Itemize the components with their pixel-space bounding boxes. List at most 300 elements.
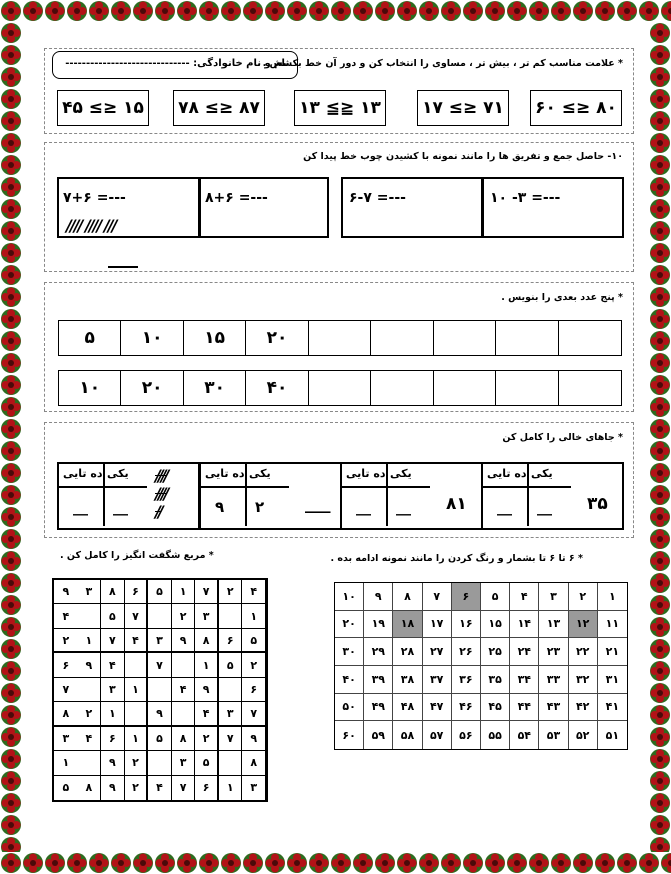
flower-icon	[649, 220, 671, 242]
sequence-cell[interactable]	[371, 321, 433, 355]
sudoku-cell: ۷	[54, 678, 78, 702]
flower-icon	[22, 852, 44, 874]
number-cell[interactable]: ۴۷	[423, 694, 452, 722]
number-cell[interactable]: ۱	[598, 583, 627, 611]
number-cell[interactable]: ۳۳	[539, 666, 568, 694]
number-cell[interactable]: ۲۹	[364, 638, 393, 666]
ones-value[interactable]: __	[113, 498, 128, 516]
sequence-cell[interactable]	[559, 371, 621, 405]
flower-icon	[110, 852, 132, 874]
sudoku-cell: ۶	[195, 776, 219, 800]
number-value[interactable]: ۳۵	[587, 494, 608, 514]
comparison-box[interactable]: ۱۳ ≦≧ ۱۳	[294, 90, 386, 126]
instruction-tally: ۱۰- حاصل جمع و تفریق ها را مانند نمونه با کشیدن چوب خط پیدا کن	[303, 151, 623, 162]
flower-icon	[649, 726, 671, 748]
number-cell[interactable]: ۲۸	[393, 638, 422, 666]
sudoku-cell: ۶	[242, 678, 266, 702]
flower-icon	[649, 66, 671, 88]
sudoku-cell[interactable]	[78, 751, 102, 775]
flower-icon	[649, 374, 671, 396]
number-cell[interactable]: ۶	[452, 583, 481, 611]
number-cell[interactable]: ۲	[569, 583, 598, 611]
flower-icon	[649, 132, 671, 154]
flower-icon	[0, 242, 22, 264]
problem-1: ---= ۳- ۱۰	[490, 190, 561, 206]
number-cell[interactable]: ۳۵	[481, 666, 510, 694]
comparison-box[interactable]: ۷۱ ≤≥ ۱۷	[417, 90, 509, 126]
sudoku-cell[interactable]	[148, 604, 172, 628]
sequence-cell: ۴۰	[246, 371, 308, 405]
number-cell[interactable]: ۲۶	[452, 638, 481, 666]
sudoku-cell[interactable]	[148, 678, 172, 702]
flower-icon	[649, 550, 671, 572]
sudoku-cell: ۵	[148, 727, 172, 751]
flower-icon	[0, 352, 22, 374]
sudoku-cell: ۱	[125, 727, 149, 751]
sudoku-cell: ۵	[242, 629, 266, 653]
number-cell[interactable]: ۴۳	[539, 694, 568, 722]
flower-icon	[649, 594, 671, 616]
flower-icon	[0, 572, 22, 594]
sudoku-cell: ۹	[101, 751, 125, 775]
number-cell[interactable]: ۱۳	[539, 611, 568, 639]
number-cell[interactable]: ۷	[423, 583, 452, 611]
sudoku-cell: ۳	[172, 751, 196, 775]
number-cell[interactable]: ۱۷	[423, 611, 452, 639]
flower-icon	[550, 0, 572, 22]
flower-icon	[418, 852, 440, 874]
ones-label: یکی	[249, 467, 271, 480]
sudoku-cell[interactable]	[219, 751, 243, 775]
flower-icon	[198, 0, 220, 22]
flower-icon	[0, 660, 22, 682]
number-cell[interactable]: ۶۰	[335, 721, 364, 749]
flower-icon	[352, 852, 374, 874]
tens-value[interactable]: __	[73, 498, 88, 516]
flower-icon	[638, 852, 660, 874]
number-cell[interactable]: ۱۰	[335, 583, 364, 611]
flower-icon	[0, 594, 22, 616]
sudoku-cell[interactable]	[125, 702, 149, 726]
sudoku-cell: ۱	[125, 678, 149, 702]
flower-icon	[649, 506, 671, 528]
flower-icon	[176, 852, 198, 874]
sudoku-cell: ۱	[195, 653, 219, 677]
sudoku-cell: ۶	[101, 727, 125, 751]
sequence-cell[interactable]	[434, 321, 496, 355]
flower-icon	[649, 330, 671, 352]
flower-icon	[242, 852, 264, 874]
flower-icon	[0, 198, 22, 220]
number-value[interactable]: ۸۱	[446, 494, 467, 514]
sudoku-cell: ۶	[125, 580, 149, 604]
sudoku-cell: ۸	[101, 580, 125, 604]
flower-icon	[0, 440, 22, 462]
number-cell[interactable]: ۲۵	[481, 638, 510, 666]
sequence-cell[interactable]	[496, 371, 558, 405]
flower-icon	[572, 0, 594, 22]
flower-icon	[594, 852, 616, 874]
flower-icon	[176, 0, 198, 22]
number-cell[interactable]: ۲۱	[598, 638, 627, 666]
number-cell[interactable]: ۴۲	[569, 694, 598, 722]
flower-icon	[88, 852, 110, 874]
sudoku-cell[interactable]	[78, 678, 102, 702]
sudoku-cell[interactable]	[78, 604, 102, 628]
sudoku-cell: ۱	[101, 702, 125, 726]
flower-icon	[649, 198, 671, 220]
flower-icon	[649, 528, 671, 550]
number-cell[interactable]: ۴۱	[598, 694, 627, 722]
flower-icon	[0, 330, 22, 352]
flower-icon	[528, 0, 550, 22]
flower-icon	[0, 726, 22, 748]
flower-icon	[286, 852, 308, 874]
flower-icon	[649, 264, 671, 286]
number-cell[interactable]: ۵۸	[393, 721, 422, 749]
sudoku-cell: ۳	[219, 702, 243, 726]
ones-value[interactable]: __	[396, 498, 411, 516]
flower-icon	[220, 852, 242, 874]
flower-icon	[649, 22, 671, 44]
number-cell[interactable]: ۲۰	[335, 611, 364, 639]
flower-icon	[649, 352, 671, 374]
sudoku-cell: ۸	[172, 727, 196, 751]
sudoku-cell: ۵	[148, 580, 172, 604]
number-chart	[334, 582, 628, 750]
sudoku-cell[interactable]	[219, 678, 243, 702]
flower-icon	[0, 792, 22, 814]
flower-icon	[220, 0, 242, 22]
flower-icon	[462, 852, 484, 874]
flower-border-top	[0, 0, 671, 22]
sudoku-cell: ۵	[62, 781, 70, 795]
flower-icon	[0, 528, 22, 550]
sudoku-cell: ۲	[125, 776, 149, 800]
number-cell[interactable]: ۱۸	[393, 611, 422, 639]
flower-icon	[649, 308, 671, 330]
flower-icon	[649, 660, 671, 682]
number-cell[interactable]: ۳۷	[423, 666, 452, 694]
sudoku-cell: ۳	[242, 776, 266, 800]
number-cell[interactable]: ۵۵	[481, 721, 510, 749]
flower-icon	[0, 550, 22, 572]
sequence-cell: ۵	[59, 321, 121, 355]
sudoku-cell: ۷	[242, 702, 266, 726]
sequence-cell: ۱۰	[121, 321, 183, 355]
sudoku-cell: ۹	[148, 702, 172, 726]
flower-border-right	[649, 22, 671, 852]
flower-icon	[264, 0, 286, 22]
number-cell[interactable]: ۲۴	[510, 638, 539, 666]
place-value-box	[340, 462, 483, 530]
number-value[interactable]: ___	[305, 494, 331, 514]
number-cell[interactable]: ۲۷	[423, 638, 452, 666]
sudoku-cell: ۲	[242, 653, 266, 677]
sudoku-cell: ۸	[54, 702, 78, 726]
sudoku-cell: ۴	[54, 604, 78, 628]
flower-icon	[88, 0, 110, 22]
sudoku-cell: ۷	[101, 629, 125, 653]
sudoku-cell: ۸	[195, 629, 219, 653]
flower-icon	[638, 0, 660, 22]
comparison-box[interactable]: ۸۷ ≤≥ ۷۸	[173, 90, 265, 126]
sudoku-cell: ۹	[78, 653, 102, 677]
sequence-cell[interactable]	[434, 371, 496, 405]
sudoku-cell: ۲	[195, 727, 219, 751]
sudoku-cell: ۷	[125, 604, 149, 628]
flower-icon	[649, 704, 671, 726]
sudoku-cell[interactable]	[148, 751, 172, 775]
number-cell[interactable]: ۳۱	[598, 666, 627, 694]
sudoku-cell: ۱	[219, 776, 243, 800]
tens-value[interactable]: ۹	[215, 498, 225, 516]
flower-icon	[44, 0, 66, 22]
tally-sample: //// //// ///	[66, 216, 116, 235]
ones-label: یکی	[531, 467, 553, 480]
number-cell[interactable]: ۱۲	[569, 611, 598, 639]
comparison-box[interactable]: ۱۵ ≤≥ ۴۵	[57, 90, 149, 126]
name-field[interactable]: نام و نام خانوادگی: ------------------------------	[52, 51, 298, 79]
sudoku-cell[interactable]	[172, 653, 196, 677]
flower-icon	[242, 0, 264, 22]
sudoku-cell: ۴	[172, 678, 196, 702]
tens-label: ده تایی	[63, 467, 103, 480]
sudoku-cell: ۱	[242, 604, 266, 628]
flower-icon	[484, 0, 506, 22]
flower-icon	[506, 0, 528, 22]
flower-icon	[0, 44, 22, 66]
sudoku-cell: ۷	[148, 653, 172, 677]
flower-border-left	[0, 22, 22, 852]
number-cell[interactable]: ۱۴	[510, 611, 539, 639]
sudoku-cell: ۴	[125, 629, 149, 653]
sudoku-cell: ۵	[219, 653, 243, 677]
flower-icon	[649, 638, 671, 660]
flower-icon	[0, 396, 22, 418]
flower-icon	[0, 638, 22, 660]
problem-4: ---= ۷+۶	[63, 190, 126, 206]
sudoku-cell: ۵	[101, 604, 125, 628]
flower-icon	[616, 0, 638, 22]
sudoku-cell[interactable]	[172, 702, 196, 726]
flower-icon	[330, 0, 352, 22]
sudoku-cell: ۴	[101, 653, 125, 677]
ones-value[interactable]: __	[537, 498, 552, 516]
tally-marks: //// //// //	[155, 466, 167, 521]
flower-icon	[0, 462, 22, 484]
place-value-box	[57, 462, 200, 530]
flower-icon	[462, 0, 484, 22]
sudoku-cell: ۴	[195, 702, 219, 726]
number-cell[interactable]: ۱۵	[481, 611, 510, 639]
number-cell[interactable]: ۳۰	[335, 638, 364, 666]
number-cell[interactable]: ۵۴	[510, 721, 539, 749]
flower-icon	[132, 852, 154, 874]
number-cell[interactable]: ۴۰	[335, 666, 364, 694]
number-cell[interactable]: ۱۹	[364, 611, 393, 639]
number-cell[interactable]: ۴۹	[364, 694, 393, 722]
flower-icon	[0, 682, 22, 704]
flower-icon	[0, 264, 22, 286]
flower-icon	[649, 484, 671, 506]
place-value-box	[481, 462, 624, 530]
flower-icon	[506, 852, 528, 874]
number-cell[interactable]: ۴۸	[393, 694, 422, 722]
flower-icon	[0, 22, 22, 44]
flower-icon	[352, 0, 374, 22]
sequence-cell[interactable]	[559, 321, 621, 355]
sudoku-cell: ۳	[54, 727, 78, 751]
flower-icon	[66, 852, 88, 874]
flower-icon	[528, 852, 550, 874]
number-cell[interactable]: ۵۲	[569, 721, 598, 749]
number-cell[interactable]: ۸	[393, 583, 422, 611]
instruction-count-by-six: * ۶ تا ۶ تا بشمار و رنگ کردن را مانند نمونه ادامه بده .	[330, 553, 583, 564]
sudoku-cell: ۴	[78, 727, 102, 751]
flower-icon	[649, 154, 671, 176]
ones-value[interactable]: ۲	[255, 498, 265, 516]
tens-value[interactable]: __	[497, 498, 512, 516]
flower-icon	[0, 814, 22, 836]
number-cell[interactable]: ۱۱	[598, 611, 627, 639]
number-cell[interactable]: ۵۳	[539, 721, 568, 749]
flower-icon	[308, 852, 330, 874]
comparison-box[interactable]: ۸۰ ≤≥ ۶۰	[530, 90, 622, 126]
number-cell[interactable]: ۵	[481, 583, 510, 611]
flower-icon	[649, 440, 671, 462]
flower-icon	[44, 852, 66, 874]
flower-icon	[22, 0, 44, 22]
sequence-cell: ۲۰	[121, 371, 183, 405]
flower-icon	[308, 0, 330, 22]
ones-label: یکی	[390, 467, 412, 480]
flower-icon	[649, 418, 671, 440]
ones-label: یکی	[107, 467, 129, 480]
flower-icon	[0, 852, 22, 874]
sudoku-cell: ۳	[101, 678, 125, 702]
sequence-cell: ۱۰	[59, 371, 121, 405]
flower-icon	[0, 308, 22, 330]
flower-icon	[440, 0, 462, 22]
flower-icon	[649, 396, 671, 418]
tens-label: ده تایی	[346, 467, 386, 480]
flower-icon	[649, 110, 671, 132]
flower-icon	[649, 176, 671, 198]
number-cell[interactable]: ۴۵	[481, 694, 510, 722]
flower-icon	[660, 852, 671, 874]
sudoku-cell: ۹	[101, 776, 125, 800]
sudoku-cell: ۵	[195, 751, 219, 775]
sudoku-cell[interactable]	[125, 653, 149, 677]
place-value-box	[199, 462, 342, 530]
sequence-cell[interactable]	[496, 321, 558, 355]
number-cell[interactable]: ۵۰	[335, 694, 364, 722]
flower-icon	[572, 852, 594, 874]
flower-icon	[0, 286, 22, 308]
number-cell[interactable]: ۲۲	[569, 638, 598, 666]
number-cell[interactable]: ۲۳	[539, 638, 568, 666]
sudoku-cell[interactable]	[219, 604, 243, 628]
tens-label: ده تایی	[205, 467, 245, 480]
number-cell[interactable]: ۴	[510, 583, 539, 611]
sudoku-cell: ۷	[219, 727, 243, 751]
tens-value[interactable]: __	[356, 498, 371, 516]
number-cell[interactable]: ۳۴	[510, 666, 539, 694]
number-cell[interactable]: ۴۴	[510, 694, 539, 722]
sequence-row-2	[58, 370, 622, 406]
number-cell[interactable]: ۳۶	[452, 666, 481, 694]
sudoku-cell: ۱	[54, 751, 78, 775]
number-cell[interactable]: ۵۱	[605, 728, 620, 742]
flower-icon	[0, 616, 22, 638]
flower-icon	[286, 0, 308, 22]
flower-icon	[594, 0, 616, 22]
sudoku-cell: ۲	[172, 604, 196, 628]
sudoku-cell: ۹	[242, 727, 266, 751]
flower-icon	[649, 462, 671, 484]
number-cell[interactable]: ۳۸	[393, 666, 422, 694]
number-cell[interactable]: ۵۹	[364, 721, 393, 749]
flower-icon	[0, 66, 22, 88]
number-cell[interactable]: ۱۶	[452, 611, 481, 639]
flower-icon	[649, 770, 671, 792]
flower-icon	[132, 0, 154, 22]
sudoku-cell: ۳	[195, 604, 219, 628]
flower-icon	[660, 0, 671, 22]
sequence-cell[interactable]	[309, 321, 371, 355]
flower-icon	[374, 852, 396, 874]
flower-icon	[154, 0, 176, 22]
flower-icon	[0, 154, 22, 176]
instruction-sudoku: * مربع شگفت انگیز را کامل کن .	[60, 550, 214, 561]
flower-icon	[0, 836, 22, 852]
instruction-compare: * علامت مناسب کم تر ، بیش تر ، مساوی را انتخاب کن و دور آن خط بکشش .	[262, 58, 623, 69]
number-cell[interactable]: ۹	[364, 583, 393, 611]
number-cell[interactable]: ۳۹	[364, 666, 393, 694]
number-cell[interactable]: ۵۶	[452, 721, 481, 749]
number-cell[interactable]: ۴۶	[452, 694, 481, 722]
tens-label: ده تایی	[487, 467, 527, 480]
sudoku-cell: ۳	[148, 629, 172, 653]
sudoku-cell: ۲	[125, 751, 149, 775]
number-cell[interactable]: ۳	[539, 583, 568, 611]
flower-icon	[649, 748, 671, 770]
flower-icon	[0, 418, 22, 440]
sudoku-cell: ۶	[54, 653, 78, 677]
sudoku-cell: ۶	[219, 629, 243, 653]
flower-icon	[0, 0, 22, 22]
instruction-sequence: * پنج عدد بعدی را بنویس .	[501, 292, 623, 303]
flower-icon	[0, 506, 22, 528]
number-cell[interactable]: ۵۷	[423, 721, 452, 749]
sequence-cell[interactable]	[309, 371, 371, 405]
flower-icon	[0, 132, 22, 154]
flower-icon	[330, 852, 352, 874]
flower-icon	[0, 220, 22, 242]
flower-icon	[0, 374, 22, 396]
sudoku-cell: ۷	[195, 580, 219, 604]
flower-icon	[649, 814, 671, 836]
sudoku-cell: ۴	[148, 776, 172, 800]
sequence-cell[interactable]	[371, 371, 433, 405]
flower-icon	[0, 110, 22, 132]
sudoku-cell: ۸	[242, 751, 266, 775]
flower-icon	[649, 792, 671, 814]
number-cell[interactable]: ۳۲	[569, 666, 598, 694]
flower-icon	[110, 0, 132, 22]
flower-icon	[396, 0, 418, 22]
